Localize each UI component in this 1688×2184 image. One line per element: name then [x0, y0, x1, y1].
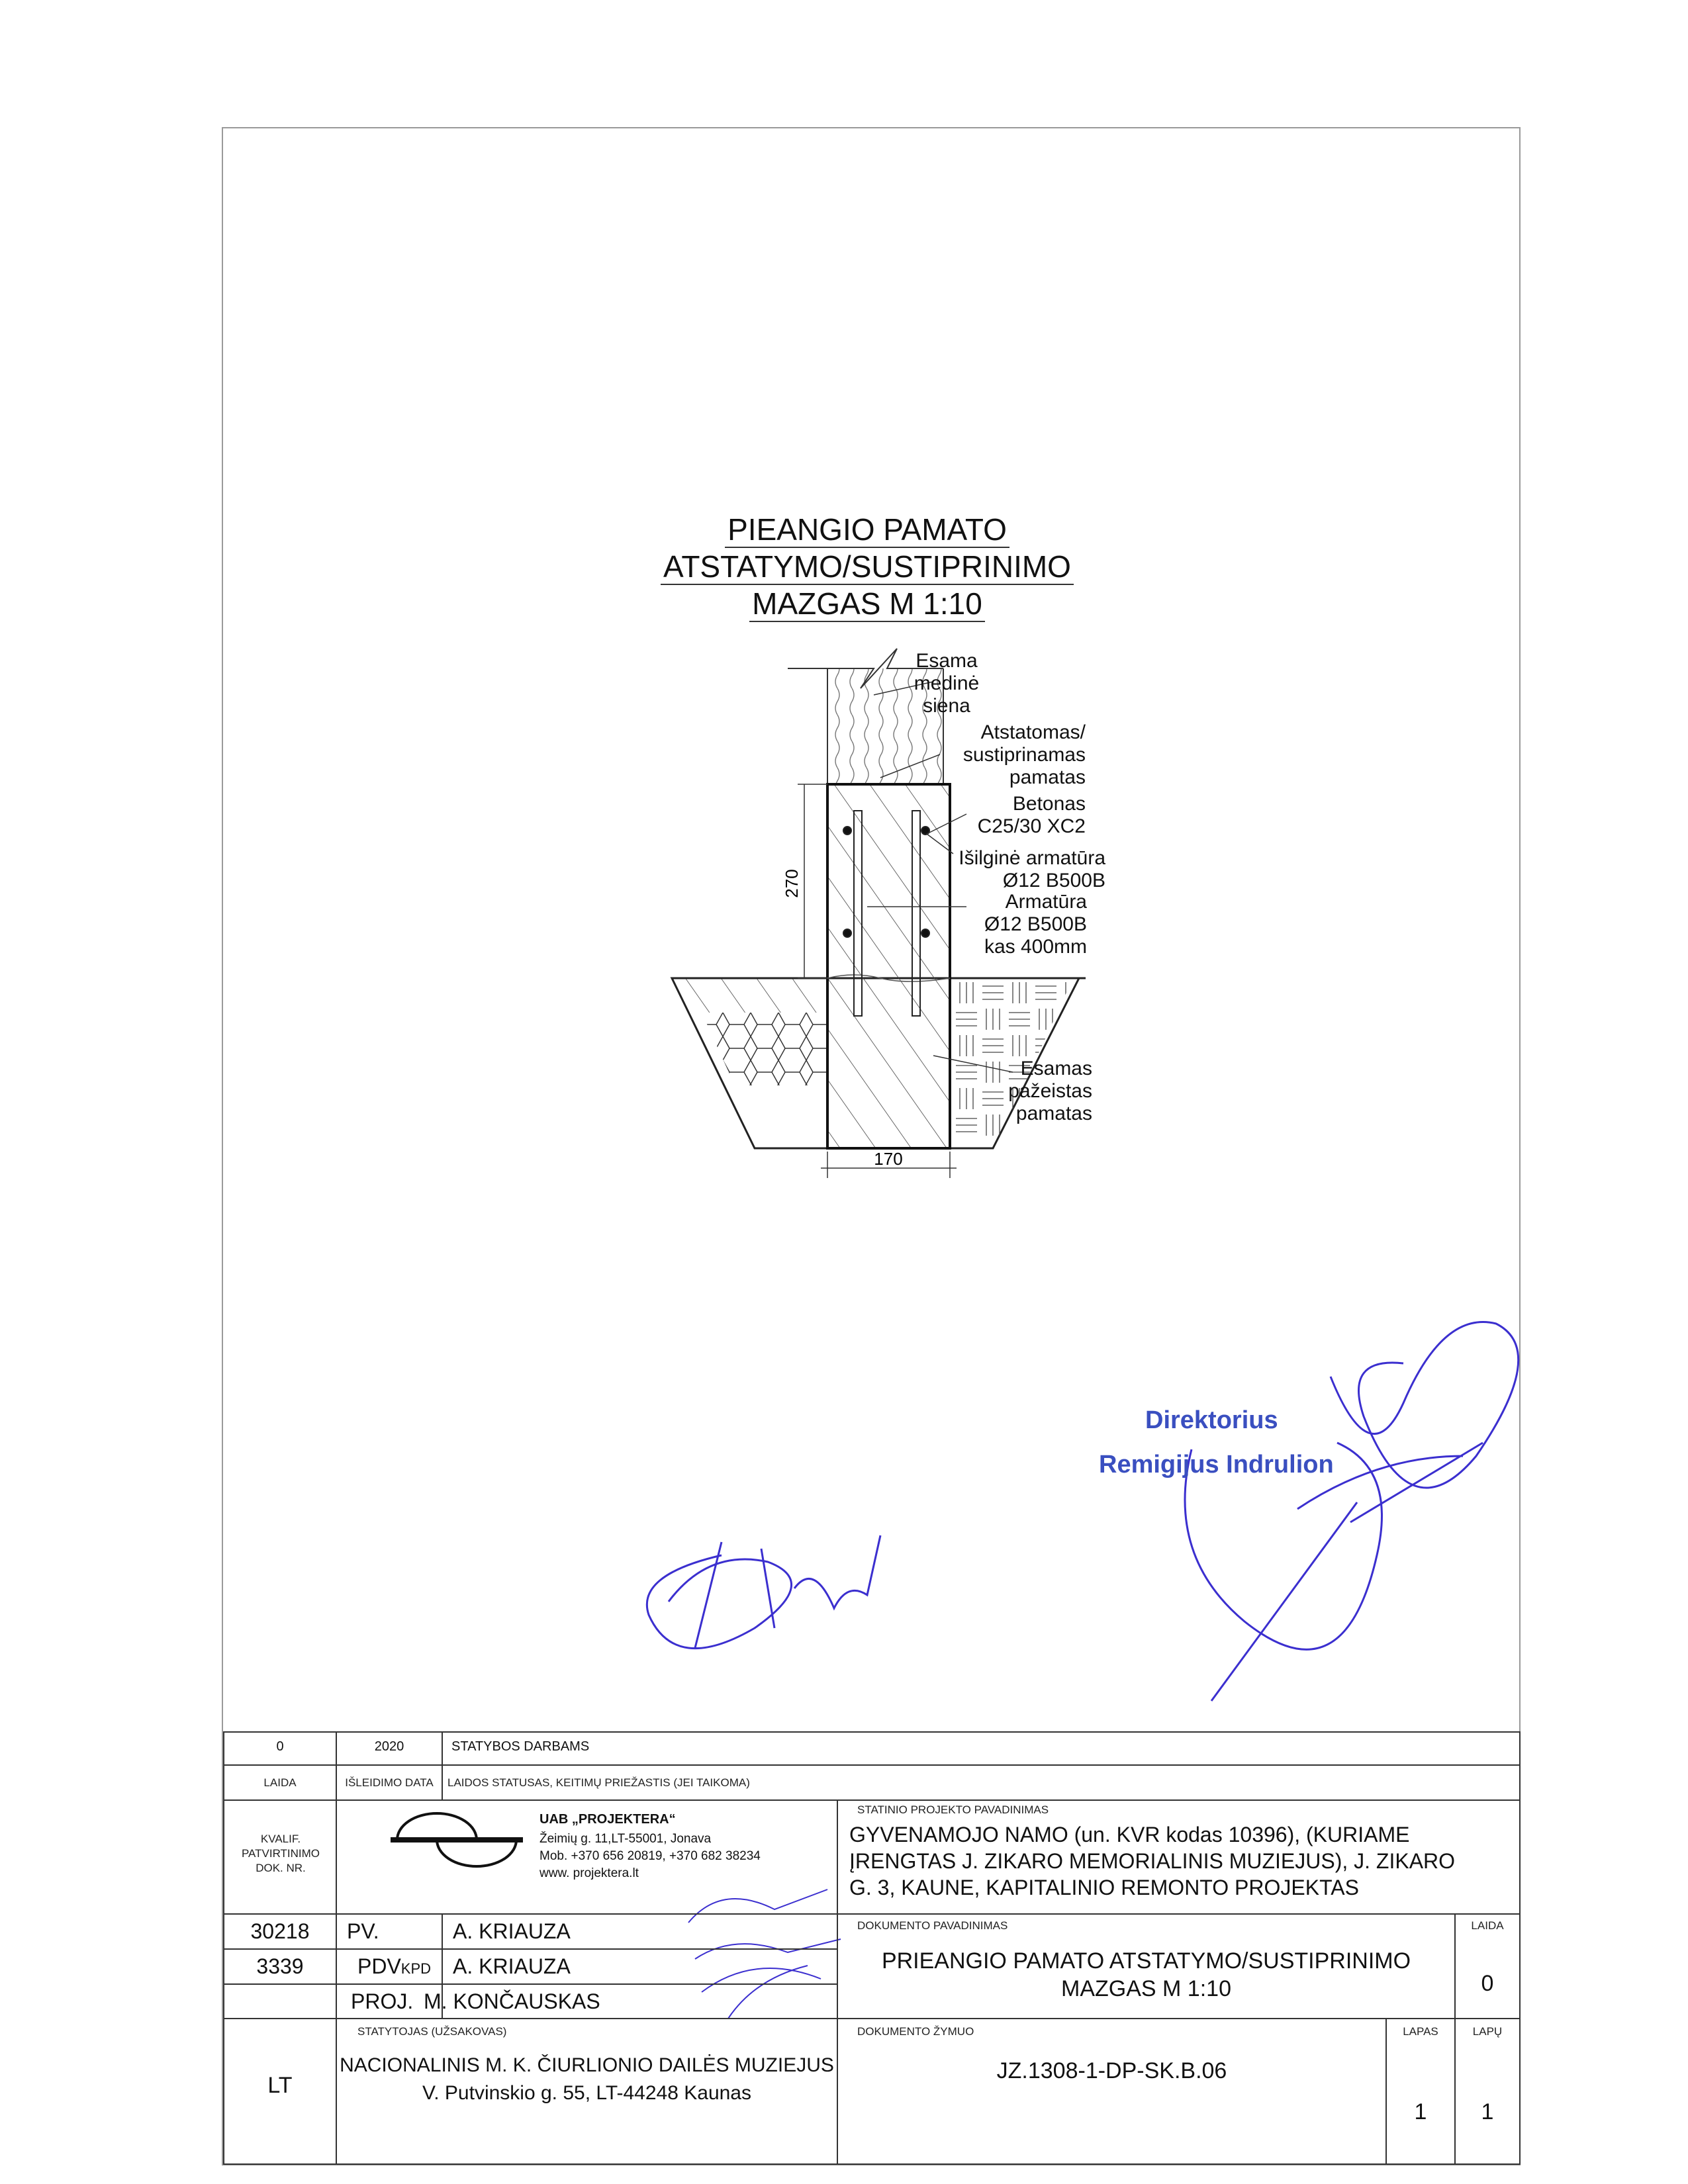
- lapas-label: LAPAS: [1403, 2025, 1438, 2038]
- person-role-2: PDVKPD: [357, 1954, 432, 1978]
- label-long-rebar: Išilginė armatūra Ø12 B500B: [959, 847, 1105, 891]
- person-role-3: PROJ.: [351, 1989, 414, 2013]
- company-name: UAB „PROJEKTERA“: [539, 1812, 676, 1827]
- dim-width-text: 170: [874, 1149, 903, 1169]
- client: NACIONALINIS M. K. ČIURLIONIO DAILĖS MUZIEJUS V. Putvinskio g. 55, LT-44248 Kaunas: [340, 2054, 834, 2104]
- person-name-1: A. KRIAUZA: [453, 1919, 571, 1943]
- kvalif-label: KVALIF. PATVIRTINIMO DOK. NR.: [241, 1833, 320, 1874]
- laida-value: 0: [276, 1739, 284, 1754]
- person-number-2: 3339: [256, 1954, 304, 1978]
- head-status: LAIDOS STATUSAS, KEITIMŲ PRIEŽASTIS (JEI TAIKOMA): [447, 1776, 750, 1789]
- label-existing: Esamas pažeistas pamatas: [1008, 1058, 1092, 1124]
- title-line-2: ATSTATYMO/SUSTIPRINIMO: [661, 549, 1074, 585]
- title-line-3: MAZGAS M 1:10: [749, 586, 985, 622]
- person-name-3: M. KONČAUSKAS: [424, 1989, 600, 2013]
- dim-height-text: 270: [782, 869, 802, 898]
- project-title: GYVENAMOJO NAMO (un. KVR kodas 10396), (KURIAME ĮRENGTAS J. ZIKARO MEMORIALINIS MUZIEJUS), J. ZIKARO G. 3, KAUNE, KAPITALINIO REMONTO PROJEKTAS: [849, 1823, 1456, 1899]
- label-concrete: Betonas C25/30 XC2: [977, 793, 1086, 837]
- title-line-1: PIEANGIO PAMATO: [725, 512, 1009, 548]
- label-foundation: Atstatomas/ sustiprinamas pamatas: [962, 721, 1086, 788]
- person-number-1: 30218: [250, 1919, 310, 1943]
- lapu-value: 1: [1481, 2099, 1494, 2124]
- doc-name: PRIEANGIO PAMATO ATSTATYMO/SUSTIPRINIMO MAZGAS M 1:10: [881, 1948, 1411, 2001]
- doc-name-label: DOKUMENTO PAVADINIMAS: [857, 1919, 1008, 1932]
- head-laida: LAIDA: [263, 1776, 297, 1789]
- issue-year: 2020: [374, 1739, 404, 1754]
- head-date: IŠLEIDIMO DATA: [345, 1776, 434, 1789]
- doc-code-label: DOKUMENTO ŽYMUO: [857, 2025, 974, 2038]
- stamp-position: Direktorius: [1145, 1406, 1278, 1434]
- company-logo: [391, 1813, 523, 1866]
- laida-head-2: LAIDA: [1471, 1919, 1504, 1932]
- laida-value-2: 0: [1481, 1971, 1494, 1996]
- label-wall: Esama medinė siena: [914, 650, 980, 717]
- project-label: STATINIO PROJEKTO PAVADINIMAS: [857, 1803, 1049, 1816]
- person-role-1: PV.: [347, 1919, 379, 1943]
- client-label: STATYTOJAS (UŽSAKOVAS): [357, 2025, 507, 2038]
- country-code: LT: [267, 2073, 293, 2098]
- person-name-2: A. KRIAUZA: [453, 1954, 571, 1978]
- lapas-value: 1: [1414, 2099, 1427, 2124]
- lapu-label: LAPŲ: [1472, 2025, 1503, 2038]
- company-address: Žeimių g. 11,LT-55001, Jonava: [539, 1832, 712, 1846]
- company-phone: Mob. +370 656 20819, +370 682 38234: [539, 1849, 761, 1863]
- stamp-name: Remigijus Indrulion: [1099, 1451, 1334, 1479]
- issue-status: STATYBOS DARBAMS: [451, 1739, 590, 1754]
- label-rebar: Armatūra Ø12 B500B kas 400mm: [984, 891, 1087, 958]
- company-web: www. projektera.lt: [539, 1866, 639, 1880]
- doc-code: JZ.1308-1-DP-SK.B.06: [996, 2058, 1227, 2083]
